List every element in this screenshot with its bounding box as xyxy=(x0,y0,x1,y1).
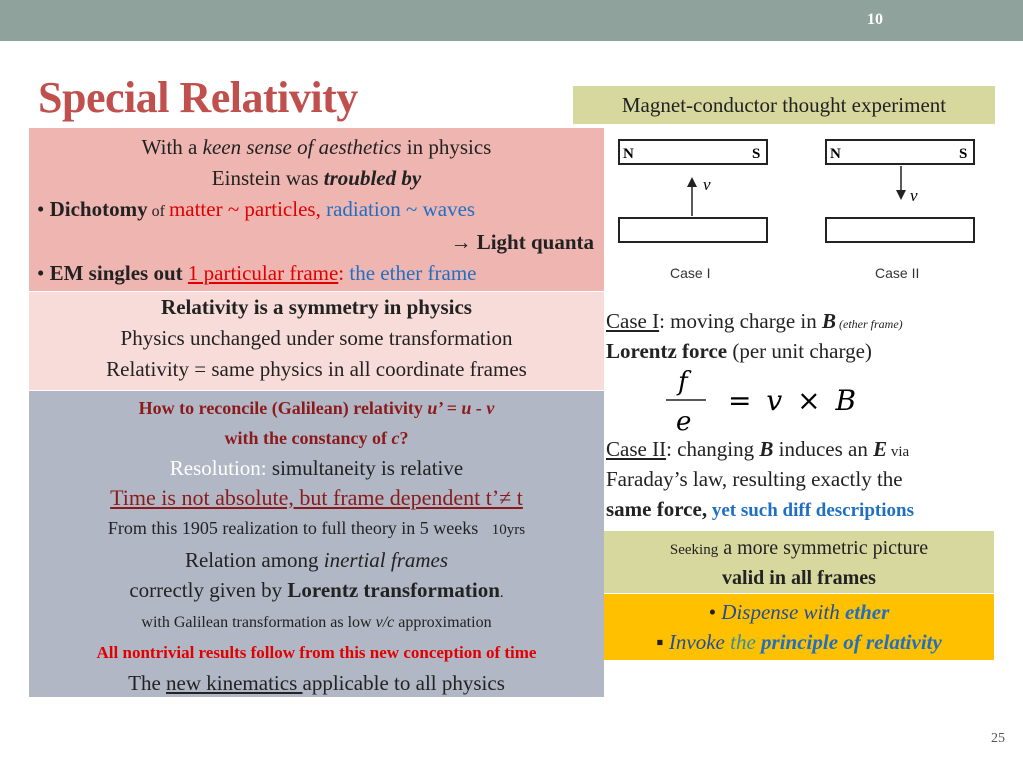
magnet-n-case1: N xyxy=(623,146,634,162)
velocity-label-case1: v xyxy=(703,175,711,194)
slide-title: Special Relativity xyxy=(38,73,358,122)
arrow-down-head-case2 xyxy=(896,190,906,200)
box3-line9: All nontrivial results follow from this new conception of time xyxy=(96,643,537,662)
arrow-up-head-case1 xyxy=(687,177,697,187)
aesthetics-box xyxy=(29,128,604,291)
top-bar xyxy=(0,0,1023,41)
eq-numerator: f xyxy=(678,368,688,397)
case1-group xyxy=(619,140,767,281)
box2-line3: Relativity = same physics in all coordinate frames xyxy=(106,357,527,381)
magnet-case1 xyxy=(619,140,767,164)
box3-line6: Relation among inertial frames xyxy=(184,548,449,572)
eq-denominator: e xyxy=(676,407,692,437)
lorentz-equation xyxy=(660,368,980,438)
dispense-line2: ▪ Invoke the principle of relativity xyxy=(656,630,942,654)
box1-line5: • EM singles out 1 particular frame: the ether frame xyxy=(37,261,477,285)
case1-description: Case I: moving charge in B (ether frame) xyxy=(606,309,903,333)
velocity-label-case2: v xyxy=(910,186,918,205)
conductor-case1 xyxy=(619,218,767,242)
seek-line1: Seeking a more symmetric picture xyxy=(669,537,929,559)
page-number: 25 xyxy=(991,731,1005,746)
magnet-conductor-diagram xyxy=(600,130,1000,290)
relativity-symmetry-box xyxy=(29,292,604,390)
case2-label: Case II xyxy=(875,265,920,281)
box3-line7: correctly given by Lorentz transformation. xyxy=(129,578,504,602)
box1-line3: • Dichotomy of matter ~ particles, radiation ~ waves xyxy=(37,197,476,221)
magnet-s-case2: S xyxy=(959,146,968,162)
box2-line2: Physics unchanged under some transformation xyxy=(120,326,513,350)
box3-line3: Resolution: simultaneity is relative xyxy=(169,456,464,480)
box1-line4: → Light quanta xyxy=(450,230,594,254)
dispense-box xyxy=(604,594,994,660)
box3-line2: with the constancy of c? xyxy=(224,428,409,448)
faraday-line: Faraday’s law, resulting exactly the xyxy=(606,467,903,491)
magnet-case2 xyxy=(826,140,974,164)
box3-line5: From this 1905 realization to full theory in 5 weeks 10yrs xyxy=(107,518,526,538)
eq-rhs: = v × B xyxy=(728,384,860,417)
box3-line4: Time is not absolute, but frame dependent t’≠ t xyxy=(110,485,523,510)
case1-label: Case I xyxy=(670,265,711,281)
box2-heading: Relativity is a symmetry in physics xyxy=(161,295,472,319)
box3-line8: with Galilean transformation as low v/c approximation xyxy=(141,614,492,631)
seeking-box xyxy=(604,531,994,593)
box1-line1: With a keen sense of aesthetics in physics xyxy=(141,135,492,159)
lorentz-force-line: Lorentz force (per unit charge) xyxy=(606,339,872,363)
magnet-conductor-label: Magnet-conductor thought experiment xyxy=(573,86,995,124)
box1-line2: Einstein was troubled by xyxy=(211,166,422,190)
dispense-line1: • Dispense with ether xyxy=(708,600,890,624)
box3-line1: How to reconcile (Galilean) relativity u’ = u - v xyxy=(138,398,495,418)
same-force-line: same force, yet such diff descriptions xyxy=(606,497,914,521)
reconcile-box xyxy=(29,391,604,697)
magnet-n-case2: N xyxy=(830,146,841,162)
case2-group xyxy=(826,140,974,281)
box3-line10: The new kinematics applicable to all physics xyxy=(128,671,505,695)
seek-line2: valid in all frames xyxy=(722,567,876,589)
slide-number: 10 xyxy=(867,11,883,28)
case2-description: Case II: changing B induces an E via xyxy=(606,437,910,461)
magnet-s-case1: S xyxy=(752,146,761,162)
conductor-case2 xyxy=(826,218,974,242)
